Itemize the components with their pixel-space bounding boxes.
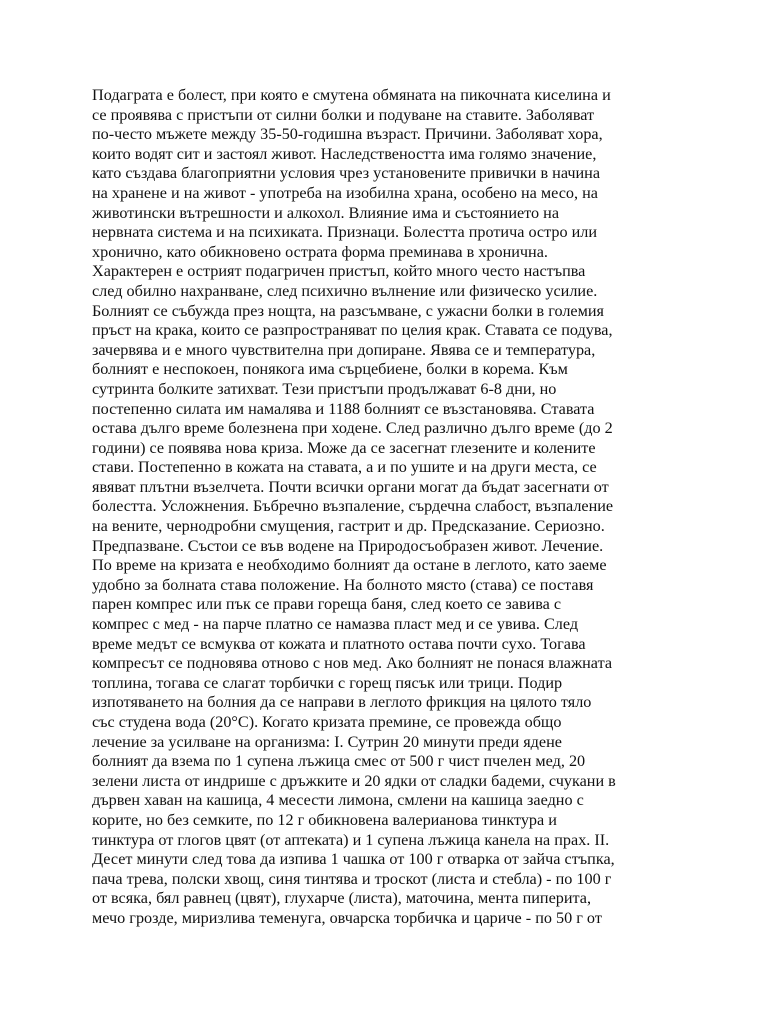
text-line: болният е неспокоен, понякога има сърцебиене, болки в корема. Към	[92, 360, 568, 379]
text-line: Подаграта е болест, при която е смутена обмяната на пикочната киселина и	[92, 86, 611, 104]
text-line: дървен хаван на кашица, 4 месести лимона, смлени на кашица заедно с	[92, 791, 584, 810]
text-line: мечо грозде, миризлива теменуга, овчарска торбичка и цариче - по 50 г от	[92, 908, 602, 927]
text-line: на хранене и на живот - употреба на изобилна храна, особено на месо, на	[92, 183, 598, 202]
text-line: болестта. Усложнения. Бъбречно възпаление, сърдечна слабост, възпаление	[92, 497, 614, 516]
text-line: зачервява и е много чувствителна при допиране. Явява се и температура,	[92, 340, 596, 359]
text-line: явяват плътни възелчета. Почти всички органи могат да бъдат засегнати от	[92, 477, 609, 496]
text-line: пръст на крака, които се разпространяват по целия крак. Ставата се подува,	[92, 321, 613, 340]
text-line: корите, но без семките, по 12 г обикновена валерианова тинктура и	[92, 810, 557, 829]
text-line: компрес с мед - на парче платно се намазва пласт мед и се увива. След	[92, 615, 579, 634]
text-line: по-често мъжете между 35-50-годишна възраст. Причини. Заболяват хора,	[92, 125, 603, 144]
text-line: пача трева, полски хвощ, синя тинтява и троскот (листа и стебла) - по 100 г	[92, 869, 612, 888]
text-line: постепенно силата им намалява и 1188 болният се възстановява. Ставата	[92, 399, 595, 418]
text-line: тинктура от глогов цвят (от аптеката) и 1 супена лъжица канела на прах. II.	[92, 830, 610, 849]
text-line: компресът се подновява отново с нов мед. Ако болният не понася влажната	[92, 654, 613, 673]
text-line: удобно за болната става положение. На болното място (става) се поставя	[92, 575, 594, 594]
text-line: животински вътрешности и алкохол. Влияние има и състоянието на	[92, 203, 560, 222]
text-line: след обилно нахранване, след психично вълнение или физическо усилие.	[92, 281, 598, 300]
body-text	[92, 86, 676, 929]
text-line: изпотяването на болния да се направи в леглото фрикция на цялото тяло	[92, 693, 592, 712]
text-line: Характерен е острият подагричен пристъп, който много често настъпва	[92, 262, 586, 281]
text-line: като създава благоприятни условия чрез установените привички в начина	[92, 164, 601, 183]
text-line: се проявява с пристъпи от силни болки и подуване на ставите. Заболяват	[92, 105, 595, 124]
text-line: години) се появява нова криза. Може да се засегнат глезените и колените	[92, 438, 596, 457]
text-line: време медът се всмуква от кожата и платното остава почти сухо. Тогава	[92, 634, 586, 653]
text-line: остава дълго време болезнена при ходене. След различно дълго време (до 2	[92, 419, 613, 438]
text-line: парен компрес или пък се прави гореща баня, след което се завива с	[92, 595, 562, 614]
text-line: болният да взема по 1 супена лъжица смес от 500 г чист пчелен мед, 20	[92, 752, 586, 771]
text-line: хронично, като обикновено острата форма преминава в хронична.	[92, 242, 548, 261]
text-line: със студена вода (20°C). Когато кризата премине, се провежда общо	[92, 713, 562, 731]
text-line: стави. Постепенно в кожата на ставата, а и по ушите и на други места, се	[92, 458, 597, 477]
text-line: сутринта болките затихват. Тези пристъпи продължават 6-8 дни, но	[92, 379, 557, 398]
text-line: зелени листа от индрише с дръжките и 20 ядки от сладки бадеми, счукани в	[92, 771, 616, 790]
text-line: които водят сит и застоял живот. Наследствеността има голямо значение,	[92, 144, 597, 163]
text-line: Предпазване. Състои се във водене на Природосъобразен живот. Лечение.	[92, 536, 604, 555]
text-line: от всяка, бял равнец (цвят), глухарче (листа), маточина, мента пиперита,	[92, 889, 592, 908]
text-line: нервната система и на психиката. Признаци. Болестта протича остро или	[92, 223, 598, 242]
text-line: По време на кризата е необходимо болният да остане в леглото, като заеме	[92, 556, 607, 575]
text-line: лечение за усилване на организма: I. Сутрин 20 минути преди ядене	[92, 732, 562, 751]
text-line: топлина, тогава се слагат торбички с горещ пясък или трици. Подир	[92, 673, 563, 692]
text-line: Десет минути след това да изпива 1 чашка от 100 г отварка от зайча стъпка,	[92, 850, 615, 869]
text-line: Болният се събужда през нощта, на разсъмване, с ужасни болки в големия	[92, 301, 604, 320]
text-line: на вените, чернодробни смущения, гастрит и др. Предсказание. Сериозно.	[92, 517, 605, 536]
